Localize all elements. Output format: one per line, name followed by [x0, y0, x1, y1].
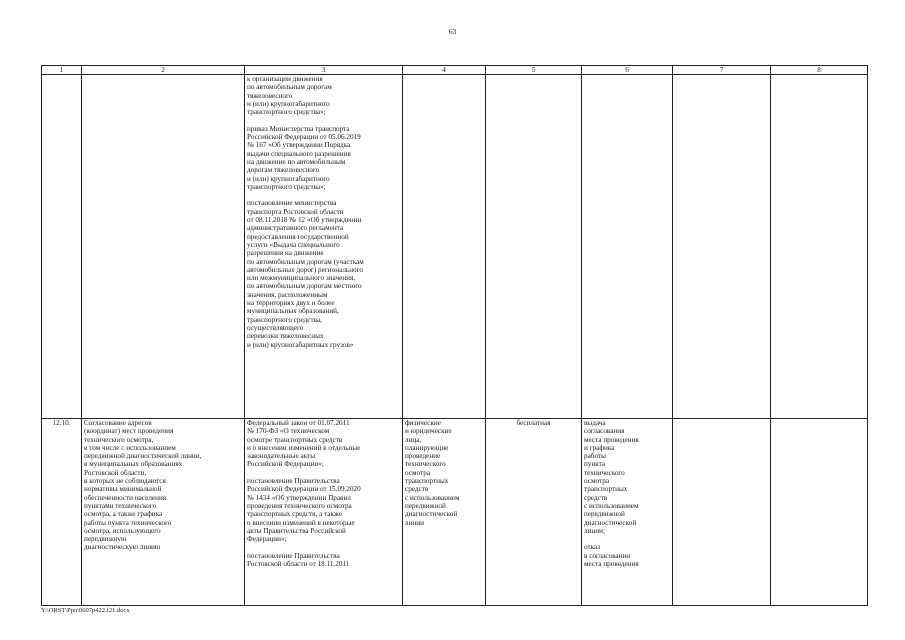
column-number: 3 [245, 66, 403, 75]
fee-cell [486, 75, 582, 419]
column-number: 5 [486, 66, 582, 75]
result-cell: выдача согласования места проведения и графика работы пункта технического осмотра транспортных средств с использованием передвижной диагностической линии; отказ в согласовании места проведения [582, 419, 673, 606]
page-number: 63 [448, 27, 457, 36]
legal-basis-cell: Федеральный закон от 01.07.2011 № 170-ФЗ «О техническом осмотре транспортных средств и о внесении изменений в отдельные законодательные акты Российской Федерации»; постановление Правительства Российской Федерации от 15.09.2020 № 1434 «Об утверждении Правил проведения технического осмотра транспортных средств, а также о внесении изменений в некоторые акты Правительства Российской Федерации»; постановление Правительства Ростовской области от 18.11.2011 [245, 419, 403, 606]
column-8-cell [771, 419, 868, 606]
applicants-cell [403, 75, 486, 419]
column-8-cell [771, 75, 868, 419]
file-path-footer: Y:\ORST\Ppo\0607p422.f21.docx [41, 607, 130, 614]
table-row [42, 75, 868, 419]
column-number: 6 [582, 66, 673, 75]
services-table [41, 65, 868, 606]
service-name-cell [82, 75, 245, 419]
row-number-cell [42, 75, 82, 419]
row-number-cell: 12.10. [42, 419, 82, 606]
column-number: 8 [771, 66, 868, 75]
column-7-cell [673, 419, 771, 606]
service-name-cell: Согласование адресов (координат) мест проведения технического осмотра, в том числе с использованием передвижной диагностической линии, в муниципальных образованиях Ростовской области, в которых не соблюдаются нормативы минимальной обеспеченности населения пунктами технического осмотра, а также графика работы пункта технического осмотра, использующего передвижную диагностическую линию [82, 419, 245, 606]
result-cell [582, 75, 673, 419]
column-number-row [42, 66, 868, 75]
column-number: 4 [403, 66, 486, 75]
column-7-cell [673, 75, 771, 419]
table-row [42, 419, 868, 606]
legal-basis-cell: к организации движения по автомобильным дорогам тяжеловесного и (или) крупногабаритного транспортного средства»; приказ Министерства транспорта Российской Федерации от 05.06.2019 № 167 «Об утверждении Порядка выдачи специального разрешения на движение по автомобильным дорогам тяжеловесного и (или) крупногабаритного транспортного средства»; постановление министерства транспорта Ростовской области от 08.11.2018 № 12 «Об утверждении административного регламента предоставления государственной услуги «Выдача специального разрешения на движение по автомобильным дорогам (участкам автомобильных дорог) регионального или межмуниципального значения, по автомобильным дорогам местного значения, расположенным на территориях двух и более муниципальных образований, транспортного средства, осуществляющего перевозки тяжеловесных и (или) крупногабаритных грузов» [245, 75, 403, 419]
fee-cell: бесплатная [486, 419, 582, 606]
column-number: 7 [673, 66, 771, 75]
column-number: 2 [82, 66, 245, 75]
column-number: 1 [42, 66, 82, 75]
applicants-cell: физические и юридические лица, планирующие проведение технического осмотра транспортных средств с использованием передвижной диагностической линии [403, 419, 486, 606]
